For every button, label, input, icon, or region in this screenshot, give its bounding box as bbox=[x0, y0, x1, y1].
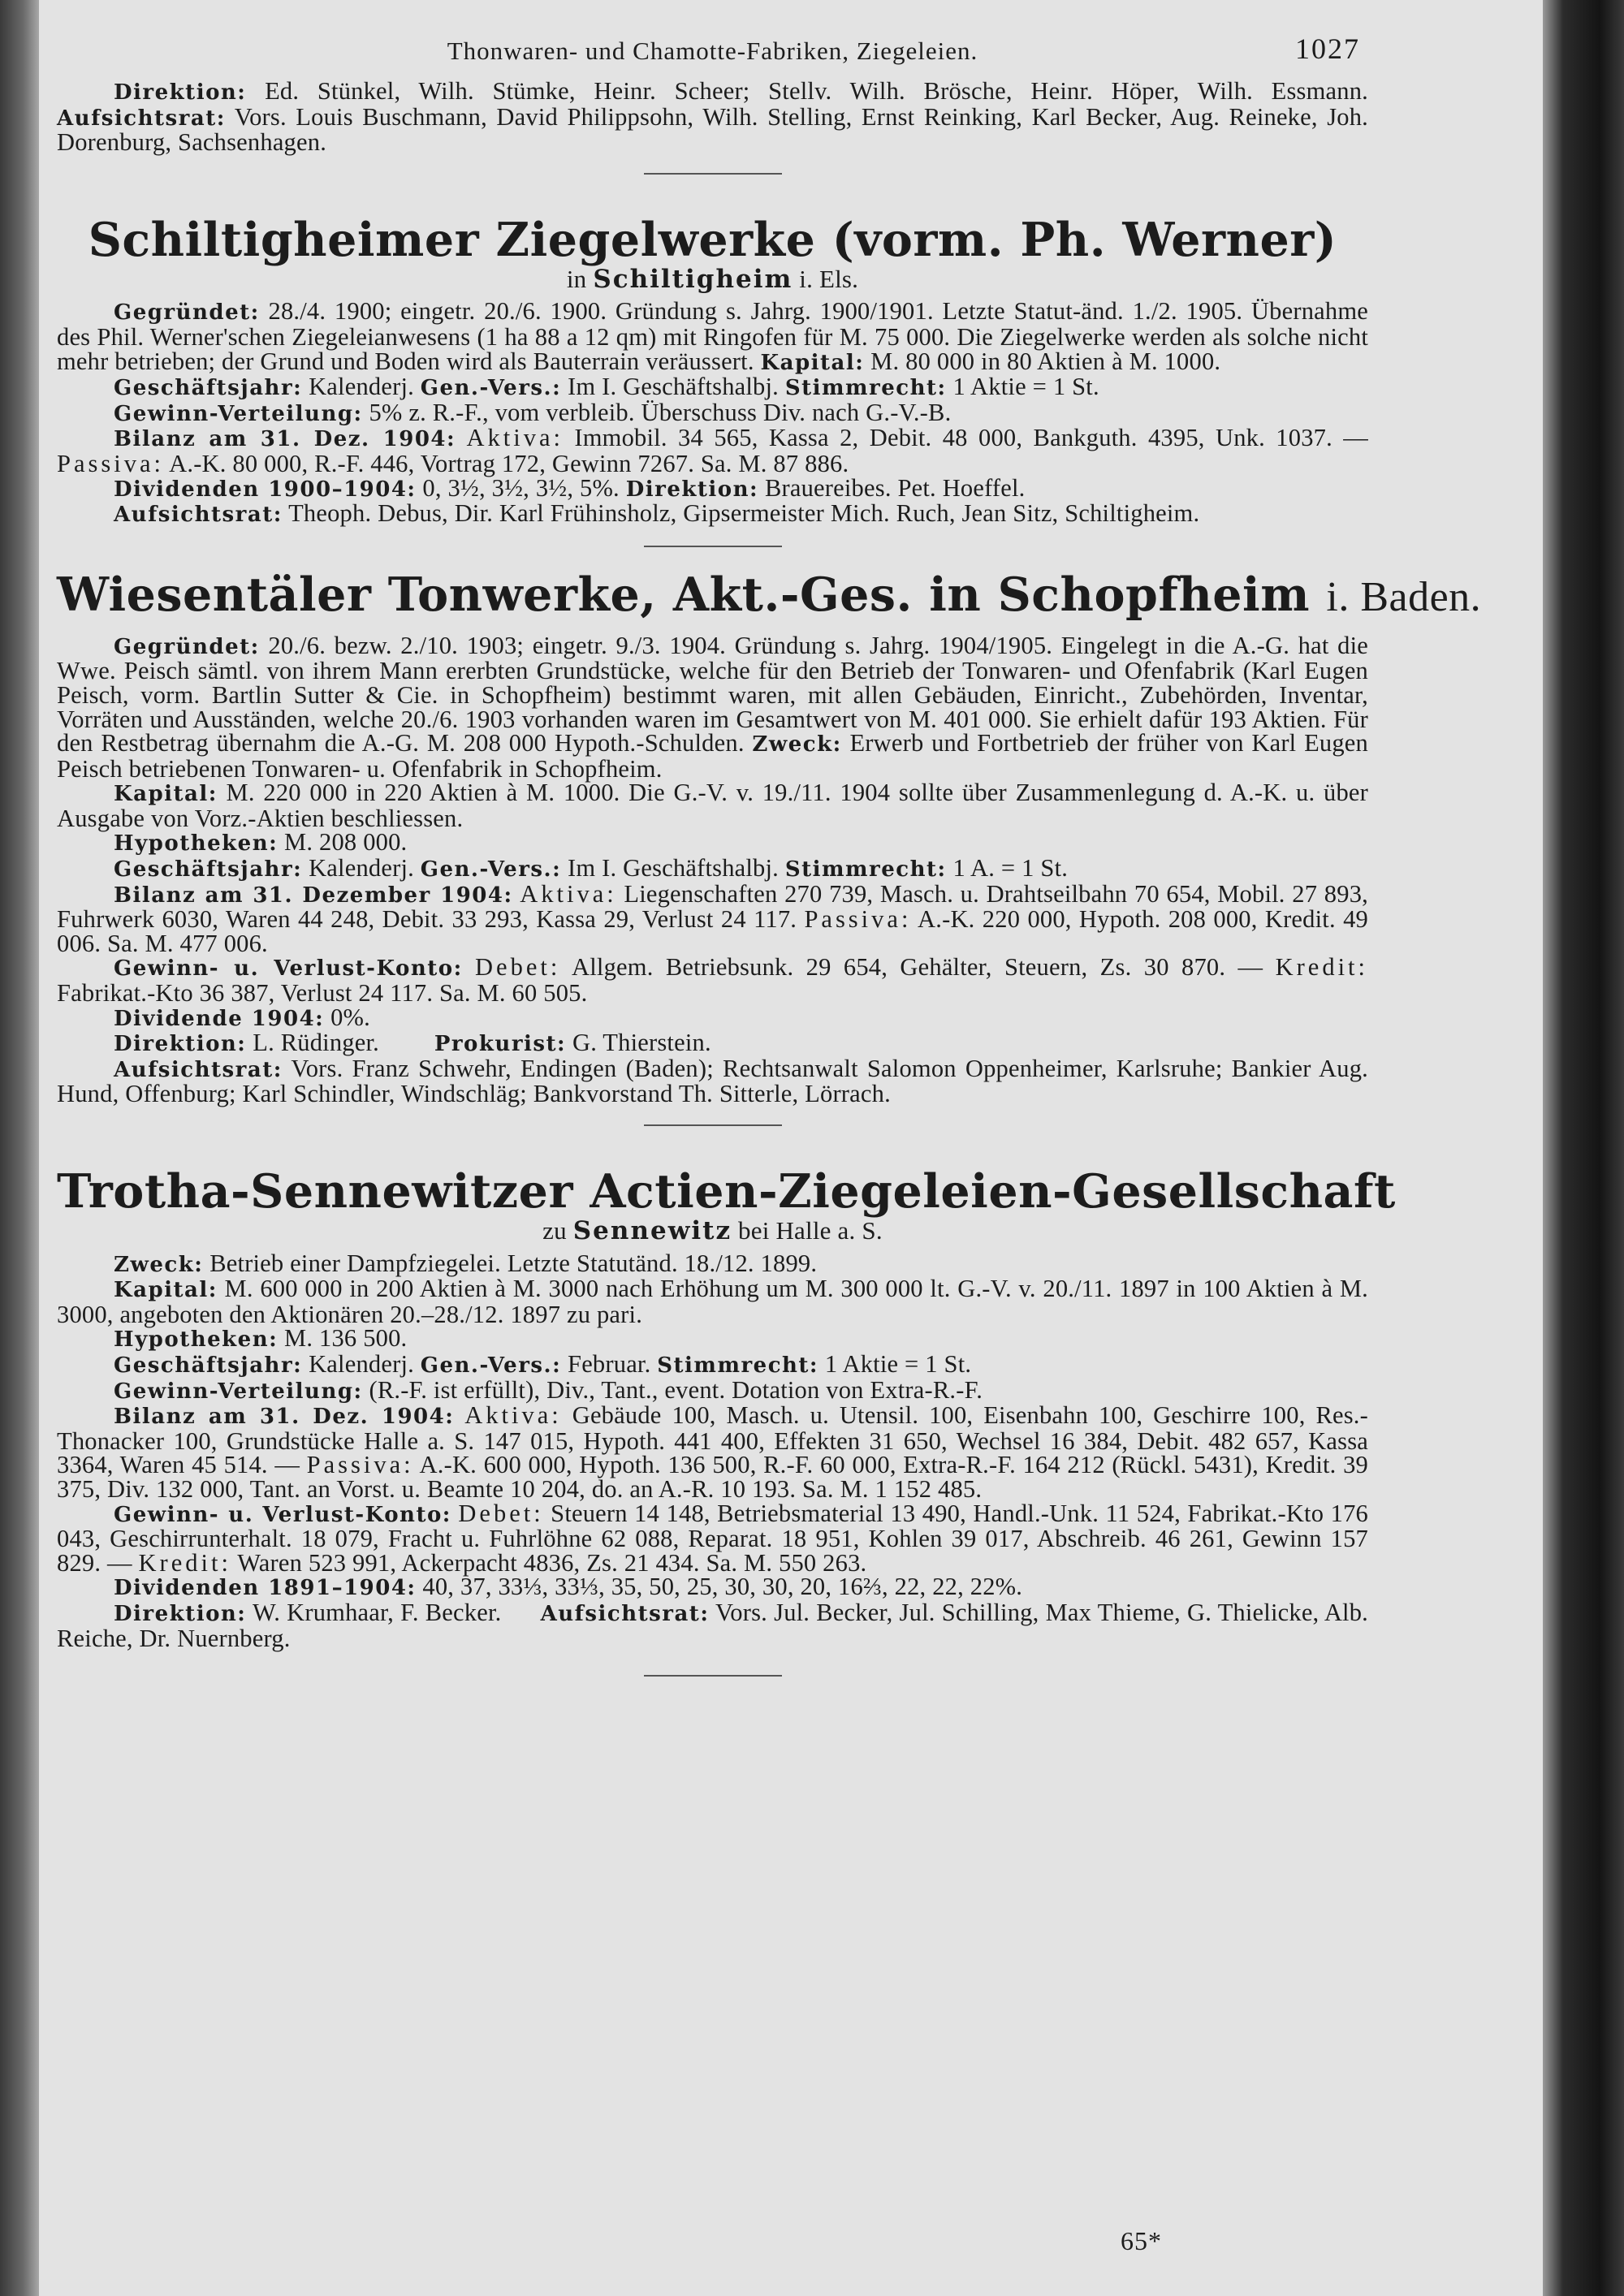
gewinnvert-text: (R.-F. ist erfüllt), Div., Tant., event. Dotation von Extra-R.-F. bbox=[369, 1375, 983, 1404]
guv-label: Gewinn- u. Verlust-Konto: bbox=[114, 956, 463, 982]
company3-title: Trotha-Sennewitzer Actien-Ziegeleien-Gesellschaft bbox=[57, 1164, 1396, 1219]
hypotheken-label: Hypotheken: bbox=[114, 1327, 279, 1353]
company1-location bbox=[57, 264, 1368, 294]
company2-kapital bbox=[57, 781, 1368, 831]
kapital-text: M. 220 000 in 220 Aktien à M. 1000. Die G.-V. v. 19./11. 1904 sollte über Zusammenlegung d. A.-K. u. über Ausgabe von Vorz.-Aktien beschliessen. bbox=[57, 779, 1369, 832]
location-town: Schiltigheim bbox=[593, 264, 793, 294]
page-number: 1027 bbox=[1295, 32, 1360, 65]
company1-gewinnverteilung bbox=[57, 398, 1368, 427]
aktiva-word: Aktiva: bbox=[466, 424, 564, 452]
company3-location bbox=[57, 1216, 1368, 1245]
aufsichtsrat-label: Aufsichtsrat: bbox=[540, 1601, 710, 1626]
company3-hypotheken bbox=[57, 1324, 1368, 1353]
kapital-label: Kapital: bbox=[114, 782, 218, 807]
company2-aufsichtsrat bbox=[57, 1054, 1369, 1108]
genvers-text: Februar. bbox=[568, 1349, 651, 1378]
location-town: Sennewitz bbox=[572, 1216, 732, 1245]
bilanz-label: Bilanz am 31. Dez. 1904: bbox=[114, 1405, 455, 1430]
passiva-text: A.-K. 220 000, Hypoth. 208 000, Kredit. 49 006. Sa. M. 477 006. bbox=[57, 905, 1368, 957]
stimmrecht-text: 1 A. = 1 St. bbox=[952, 854, 1069, 883]
geschaeftsjahr-text: Kalenderj. bbox=[309, 1349, 414, 1378]
prokurist-label: Prokurist: bbox=[434, 1032, 567, 1057]
debet-text: Allgem. Betriebsunk. 29 654, Gehälter, Steuern, Zs. 30 870. — bbox=[572, 953, 1263, 982]
gegruendet-label: Gegründet: bbox=[114, 300, 260, 326]
kredit-text: Fabrikat.-Kto 36 387, Verlust 24 117. Sa. M. 60 505. bbox=[57, 979, 588, 1008]
kredit-word: Kredit: bbox=[138, 1548, 231, 1577]
kapital-label: Kapital: bbox=[114, 1278, 218, 1303]
stimmrecht-label: Stimmrecht: bbox=[784, 857, 947, 883]
stimmrecht-text: 1 Aktie = 1 St. bbox=[952, 373, 1099, 401]
company3-zweck bbox=[57, 1249, 1368, 1278]
dividenden-label: Dividenden 1900–1904: bbox=[114, 477, 417, 502]
hypotheken-label: Hypotheken: bbox=[114, 831, 279, 857]
gegruendet-text: 20./6. bezw. 2./10. 1903; eingetr. 9./3. 1904. Gründung s. Jahrg. 1904/1905. Eingelegt in die A.-G. hat die Wwe. Peisch sämtl. von ihrem Mann ererbten Grundstücke, welche für den Betrieb der Tonwaren- und Ofenfabrik (Karl Eugen Peisch, vorm. Bartlin Sutter & Cie. in Schopfheim) bestimmt waren, mit allen Gebäuden, Einricht., Zubehörden, Inventar, Vorräten und Ausständen, welche 20./6. 1903 vorhanden waren im Gesamtwert von M. 401 000. Sie erhielt dafür 193 Aktien. Für den Restbetrag übernahm die A.-G. M. 208 000 Hypoth.-Schulden. bbox=[57, 631, 1368, 757]
dividende-label: Dividende 1904: bbox=[114, 1006, 325, 1031]
company3-bilanz bbox=[57, 1401, 1368, 1503]
company1-title: Schiltigheimer Ziegelwerke (vorm. Ph. Werner) bbox=[88, 212, 1337, 267]
hypotheken-text: M. 136 500. bbox=[284, 1324, 408, 1353]
zweck-text: Erwerb und Fortbetrieb der früher von Karl Eugen Peisch betriebenen Tonwaren- u. Ofenfabrik in Schopfheim. bbox=[57, 729, 1368, 783]
location-suffix: i. Els. bbox=[799, 264, 859, 293]
company1-bilanz bbox=[57, 426, 1368, 476]
passiva-text: A.-K. 80 000, R.-F. 446, Vortrag 172, Gewinn 7267. Sa. M. 87 886. bbox=[169, 449, 849, 477]
running-title: Thonwaren- und Chamotte-Fabriken, Ziegeleien. bbox=[447, 37, 978, 65]
running-head bbox=[57, 32, 1368, 80]
company2-geschaeftsjahr bbox=[57, 854, 1368, 883]
debet-word: Debet: bbox=[475, 953, 561, 982]
company1-dividenden bbox=[57, 473, 1368, 503]
genvers-text: Im I. Geschäftshalbj. bbox=[568, 854, 780, 883]
company2-dividende bbox=[57, 1003, 1368, 1032]
separator-rule bbox=[644, 173, 782, 175]
company3-dividenden bbox=[57, 1575, 1368, 1601]
gewinnvert-text: 5% z. R.-F., vom verbleib. Überschuss Div. nach G.-V.-B. bbox=[369, 398, 952, 426]
direktion-text: Ed. Stünkel, Wilh. Stümke, Heinr. Scheer; Stellv. Wilh. Brösche, Heinr. Höper, Wilh. Essmann. bbox=[265, 77, 1368, 105]
aktiva-text: Immobil. 34 565, Kassa 2, Debit. 48 000, Bankguth. 4395, Unk. 1037. — bbox=[574, 424, 1369, 452]
company3-guv bbox=[57, 1499, 1368, 1577]
bilanz-label: Bilanz am 31. Dez. 1904: bbox=[114, 427, 456, 452]
passiva-word: Passiva: bbox=[804, 905, 912, 934]
gegruendet-label: Gegründet: bbox=[114, 634, 260, 659]
zweck-label: Zweck: bbox=[114, 1252, 204, 1277]
genvers-label: Gen.-Vers.: bbox=[420, 1353, 562, 1378]
debet-text: Steuern 14 148, Betriebsmaterial 13 490, Handl.-Unk. 11 524, Fabrikat.-Kto 176 043, Geschirrunterhalt. 18 079, Fracht u. Fuhrlöhne 62 088, Reparat. 18 951, Kohlen 39 017, Abschreib. 46 261, Gewinn 157 829. — bbox=[57, 1499, 1368, 1577]
passiva-word: Passiva: bbox=[57, 449, 164, 477]
separator-rule bbox=[644, 1675, 782, 1677]
aufsichtsrat-text: Theoph. Debus, Dir. Karl Frühinsholz, Gipsermeister Mich. Ruch, Jean Sitz, Schiltigheim. bbox=[288, 499, 1200, 528]
aufsichtsrat-text: Vors. Jul. Becker, Jul. Schilling, Max Thieme, G. Thielicke, Alb. Reiche, Dr. Nuernberg. bbox=[57, 1598, 1368, 1652]
company1-gegruendet bbox=[57, 297, 1368, 375]
company3-geschaeftsjahr bbox=[57, 1349, 1368, 1379]
kapital-label: Kapital: bbox=[760, 350, 865, 375]
aufsichtsrat-label: Aufsichtsrat: bbox=[57, 106, 226, 131]
company1-aufsichtsrat bbox=[57, 499, 1368, 528]
direktion-label: Direktion: bbox=[625, 477, 759, 502]
location-prefix: in bbox=[566, 264, 587, 293]
genvers-label: Gen.-Vers.: bbox=[420, 376, 562, 401]
gegruendet-text: 28./4. 1900; eingetr. 20./6. 1900. Gründung s. Jahrg. 1900/1901. Letzte Statut-änd. 1./2. 1905. Übernahme des Phil. Werner'schen Ziegeleianwesens (1 ha 88 a 12 qm) mit Ringofen für M. 75 000. Die Ziegelwerke werden als solche nicht mehr betrieben; der Grund und Boden wird als Bauterrain veräussert. bbox=[57, 297, 1368, 375]
kapital-text: M. 600 000 in 200 Aktien à M. 3000 nach Erhöhung um M. 300 000 lt. G.-V. v. 20./11. 1897 in 100 Aktien à M. 3000, angeboten den Aktionären 20.–28./12. 1897 zu pari. bbox=[57, 1275, 1369, 1328]
passiva-word: Passiva: bbox=[306, 1451, 414, 1479]
location-suffix: bei Halle a. S. bbox=[738, 1216, 883, 1245]
kapital-text: M. 80 000 in 80 Aktien à M. 1000. bbox=[870, 347, 1221, 375]
separator-rule bbox=[644, 1124, 782, 1126]
company1-geschaeftsjahr bbox=[57, 375, 1368, 401]
geschaeftsjahr-label: Geschäftsjahr: bbox=[114, 1353, 303, 1378]
company3-direktion bbox=[57, 1598, 1368, 1652]
aufsichtsrat-text: Vors. Louis Buschmann, David Philippsohn, Wilh. Stelling, Ernst Reinking, Karl Becker, Aug. Reineke, Joh. Dorenburg, Sachsenhagen. bbox=[57, 102, 1368, 157]
genvers-text: Im I. Geschäftshalbj. bbox=[568, 373, 780, 401]
company2-gegruendet bbox=[57, 631, 1368, 783]
bilanz-label: Bilanz am 31. Dezember 1904: bbox=[114, 883, 513, 908]
direktion-label: Direktion: bbox=[114, 1032, 247, 1057]
company2-guv bbox=[57, 953, 1368, 1008]
book-gutter-left bbox=[0, 0, 39, 2296]
signature-mark: 65* bbox=[1121, 2226, 1162, 2255]
separator-rule bbox=[644, 546, 782, 547]
page-content bbox=[57, 32, 1482, 1677]
aktiva-word: Aktiva: bbox=[520, 879, 617, 908]
direktion-label: Direktion: bbox=[114, 1601, 247, 1626]
company2-direktion bbox=[57, 1031, 1368, 1057]
zweck-text: Betrieb einer Dampfziegelei. Letzte Statutänd. 18./12. 1899. bbox=[209, 1249, 818, 1277]
aktiva-word: Aktiva: bbox=[464, 1401, 562, 1430]
top-entry-direktion bbox=[57, 77, 1368, 157]
guv-label: Gewinn- u. Verlust-Konto: bbox=[114, 1502, 451, 1527]
geschaeftsjahr-text: Kalenderj. bbox=[309, 854, 414, 883]
debet-word: Debet: bbox=[458, 1499, 544, 1527]
zweck-label: Zweck: bbox=[752, 732, 842, 757]
dividenden-text: 0, 3½, 3½, 3½, 5%. bbox=[422, 473, 620, 502]
aufsichtsrat-label: Aufsichtsrat: bbox=[114, 503, 283, 528]
company2-bilanz bbox=[57, 879, 1368, 957]
geschaeftsjahr-text: Kalenderj. bbox=[309, 373, 414, 401]
aufsichtsrat-text: Vors. Franz Schwehr, Endingen (Baden); Rechtsanwalt Salomon Oppenheimer, Karlsruhe; Bankier Aug. Hund, Offenburg; Karl Schindler, Windschläg; Bankvorstand Th. Sitterle, Lörrach. bbox=[57, 1054, 1369, 1108]
aktiva-text: Liegenschaften 270 739, Masch. u. Drahtseilbahn 70 654, Mobil. 27 893, Fuhrwerk 6030, Waren 44 248, Debit. 33 293, Kassa 29, Verlust 24 117. bbox=[57, 879, 1368, 934]
direktion-text: W. Krumhaar, F. Becker. bbox=[253, 1598, 502, 1626]
aufsichtsrat-label: Aufsichtsrat: bbox=[114, 1057, 283, 1082]
company2-hypotheken bbox=[57, 828, 1368, 857]
geschaeftsjahr-label: Geschäftsjahr: bbox=[114, 376, 303, 401]
prokurist-text: G. Thierstein. bbox=[572, 1029, 711, 1057]
kredit-text: Waren 523 991, Ackerpacht 4836, Zs. 21 434. Sa. M. 550 263. bbox=[237, 1548, 867, 1577]
direktion-text: Brauereibes. Pet. Hoeffel. bbox=[764, 473, 1026, 502]
company2-name-suffix: i. Baden. bbox=[1326, 573, 1482, 620]
direktion-text: L. Rüdinger. bbox=[253, 1029, 379, 1057]
kredit-word: Kredit: bbox=[1275, 953, 1368, 982]
book-edge-right bbox=[1543, 0, 1624, 2296]
stimmrecht-text: 1 Aktie = 1 St. bbox=[824, 1349, 972, 1378]
genvers-label: Gen.-Vers.: bbox=[420, 857, 562, 883]
direktion-label: Direktion: bbox=[114, 80, 247, 105]
passiva-text: A.-K. 600 000, Hypoth. 136 500, R.-F. 60 000, Extra-R.-F. 164 212 (Rückl. 5431), Kredit. 39 375, Div. 132 000, Tant. an Vorst. u. Beamte 10 204, do. an A.-R. 10 193. Sa. M. 1 152 485. bbox=[57, 1451, 1368, 1503]
company2-title bbox=[57, 567, 1482, 623]
hypotheken-text: M. 208 000. bbox=[284, 828, 408, 857]
stimmrecht-label: Stimmrecht: bbox=[784, 376, 947, 401]
stimmrecht-label: Stimmrecht: bbox=[657, 1353, 819, 1378]
dividenden-text: 40, 37, 33⅓, 33⅓, 35, 50, 25, 30, 30, 20, 16⅔, 22, 22, 22%. bbox=[422, 1573, 1023, 1601]
dividende-text: 0%. bbox=[330, 1003, 370, 1031]
location-prefix: zu bbox=[542, 1216, 567, 1245]
company3-kapital bbox=[57, 1277, 1368, 1327]
dividenden-label: Dividenden 1891–1904: bbox=[114, 1576, 417, 1601]
gewinnvert-label: Gewinn-Verteilung: bbox=[114, 401, 363, 426]
company3-gewinnverteilung bbox=[57, 1375, 1368, 1405]
company2-name: Wiesentäler Tonwerke, Akt.-Ges. in Schopfheim bbox=[57, 567, 1311, 622]
geschaeftsjahr-label: Geschäftsjahr: bbox=[114, 857, 303, 883]
aktiva-text: Gebäude 100, Masch. u. Utensil. 100, Eisenbahn 100, Geschirre 100, Res.-Thonacker 100, Grundstücke Halle a. S. 147 015, Hypoth. 441 400, Effekten 31 650, Wechsel 16 384, Debit. 482 657, Kassa 3364, Waren 45 514. — bbox=[57, 1401, 1368, 1479]
gewinnvert-label: Gewinn-Verteilung: bbox=[114, 1379, 363, 1404]
